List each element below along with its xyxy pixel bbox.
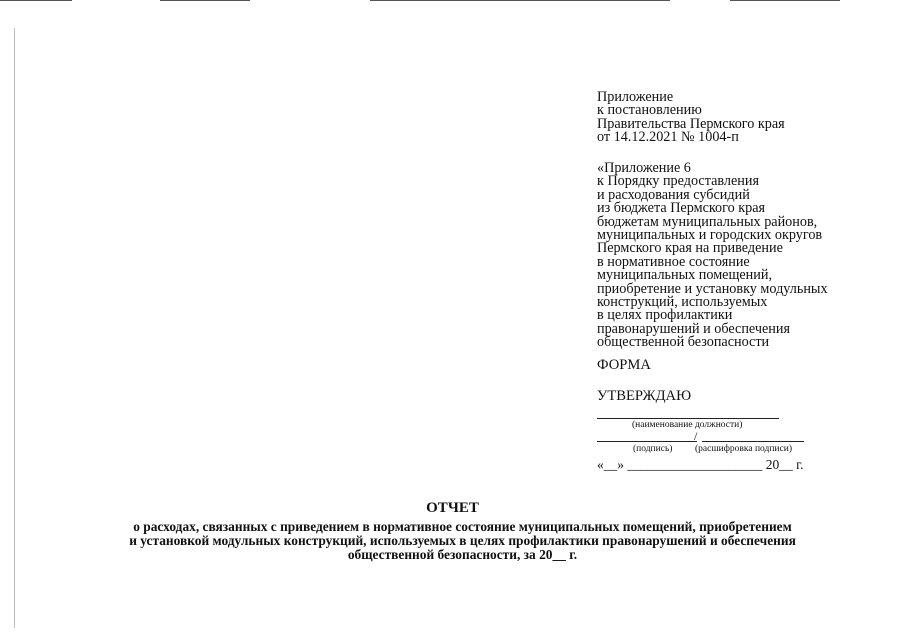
appendix6-line: бюджетам муниципальных районов, <box>597 213 818 230</box>
scan-left-edge <box>14 28 15 628</box>
form-label: ФОРМА <box>597 357 651 373</box>
appendix6-line: к Порядку предоставления <box>597 173 759 190</box>
decoding-caption: (расшифровка подписи) <box>695 444 792 454</box>
appendix6-line: Пермского края на приведение <box>597 240 783 257</box>
scan-top-line <box>160 0 250 1</box>
appendix-line: от 14.12.2021 № 1004-п <box>597 129 739 146</box>
signature-line <box>597 441 697 442</box>
appendix-line: к постановлению <box>597 102 702 119</box>
appendix6-line: конструкций, используемых <box>597 294 768 311</box>
appendix6-line: «Приложение 6 <box>597 160 691 176</box>
appendix6-header <box>597 162 828 350</box>
report-subtitle-line: общественной безопасности, за 20__ г. <box>347 546 578 562</box>
appendix6-line: приобретение и установку модульных <box>597 280 828 297</box>
report-subtitle-line: и установкой модульных конструкций, используемых в целях профилактики правонарушений и обеспечения <box>129 532 796 548</box>
appendix6-line: муниципальных помещений, <box>597 267 773 284</box>
appendix-line: Приложение <box>597 89 674 105</box>
approve-title: УТВЕРЖДАЮ <box>597 388 692 404</box>
appendix6-line: муниципальных и городских округов <box>597 227 823 244</box>
decoding-line <box>702 441 804 442</box>
position-caption: (наименование должности) <box>632 420 743 430</box>
signature-slash: / <box>694 429 698 443</box>
scan-top-line <box>0 0 72 1</box>
appendix6-line: и расходования субсидий <box>597 186 750 203</box>
appendix6-line: в нормативное состояние <box>597 253 750 270</box>
signature-caption: (подпись) <box>633 444 673 454</box>
approve-date-line: «__» ____________________ 20__ г. <box>597 457 804 472</box>
appendix6-line: правонарушений и обеспечения <box>597 320 791 337</box>
appendix6-line: общественной безопасности <box>597 334 770 351</box>
appendix-header <box>597 91 785 145</box>
appendix6-line: в целях профилактики <box>597 307 733 324</box>
appendix-line: Правительства Пермского края <box>597 115 785 132</box>
report-subtitle-line: о расходах, связанных с приведением в нормативное состояние муниципальных помещений, приобретением <box>133 519 792 534</box>
scan-top-line <box>730 0 840 1</box>
scan-top-line <box>370 0 670 1</box>
appendix6-line: из бюджета Пермского края <box>597 200 766 217</box>
report-subtitle <box>40 520 885 561</box>
position-line <box>597 418 779 419</box>
report-title: ОТЧЕТ <box>426 500 479 516</box>
